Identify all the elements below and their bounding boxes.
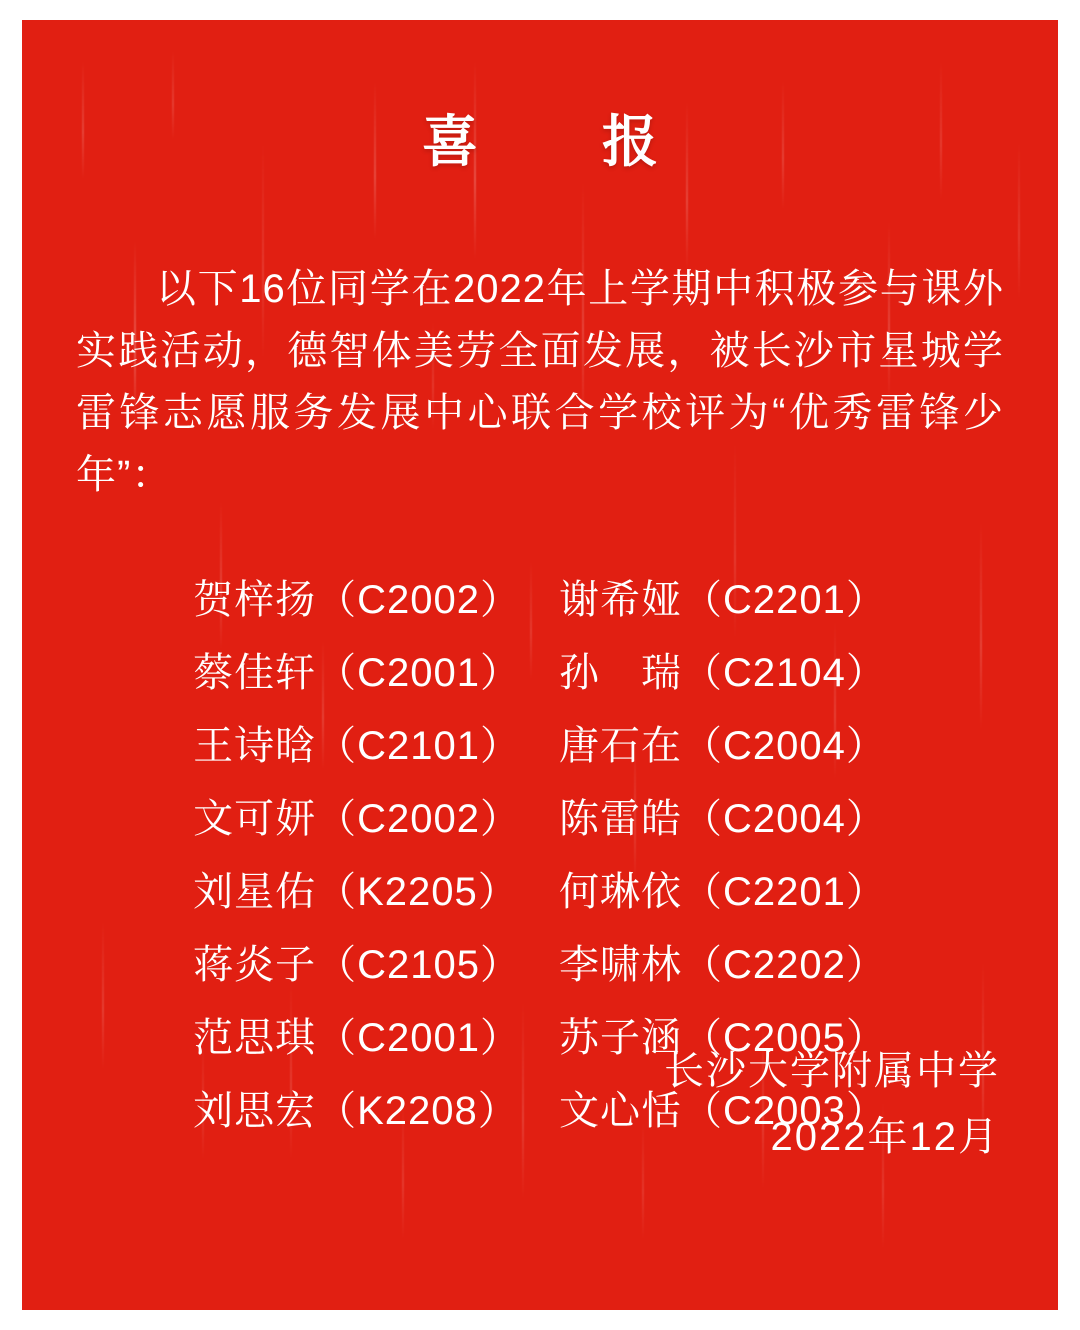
announcement-paragraph: 以下16位同学在2022年上学期中积极参与课外实践活动，德智体美劳全面发展，被长沙市星城学雷锋志愿服务发展中心联合学校评为“优秀雷锋少年”： [76,267,1004,497]
list-item: 文心恬（C2003） [559,1089,887,1133]
list-item: 陈雷皓（C2004） [559,797,887,841]
list-item: 刘星佑（K2205） [193,870,519,914]
list-item: 范思琪（C2001） [193,1016,521,1060]
list-item: 唐石在（C2004） [559,724,887,768]
list-item: 李啸林（C2202） [559,943,887,987]
poster-card [22,20,1058,1310]
list-item: 何琳依（C2201） [559,870,887,914]
list-item: 谢希娅（C2201） [559,578,887,622]
list-item: 蒋炎子（C2105） [193,943,521,987]
list-item: 王诗晗（C2101） [193,724,521,768]
page-title: 喜 报 [422,110,692,173]
signature-block [664,1038,1000,1170]
signature-date: 2022年12月 [770,1115,1000,1159]
list-item: 文可妍（C2002） [193,797,521,841]
list-item: 苏子涵（C2005） [559,1016,887,1060]
poster-content [22,20,1058,1310]
list-item: 蔡佳轩（C2001） [193,651,521,695]
list-item: 刘思宏（K2208） [193,1089,519,1133]
list-item: 孙 瑞（C2104） [559,651,887,695]
list-item: 贺梓扬（C2002） [193,578,521,622]
signature-organization: 长沙大学附属中学 [664,1049,1000,1093]
